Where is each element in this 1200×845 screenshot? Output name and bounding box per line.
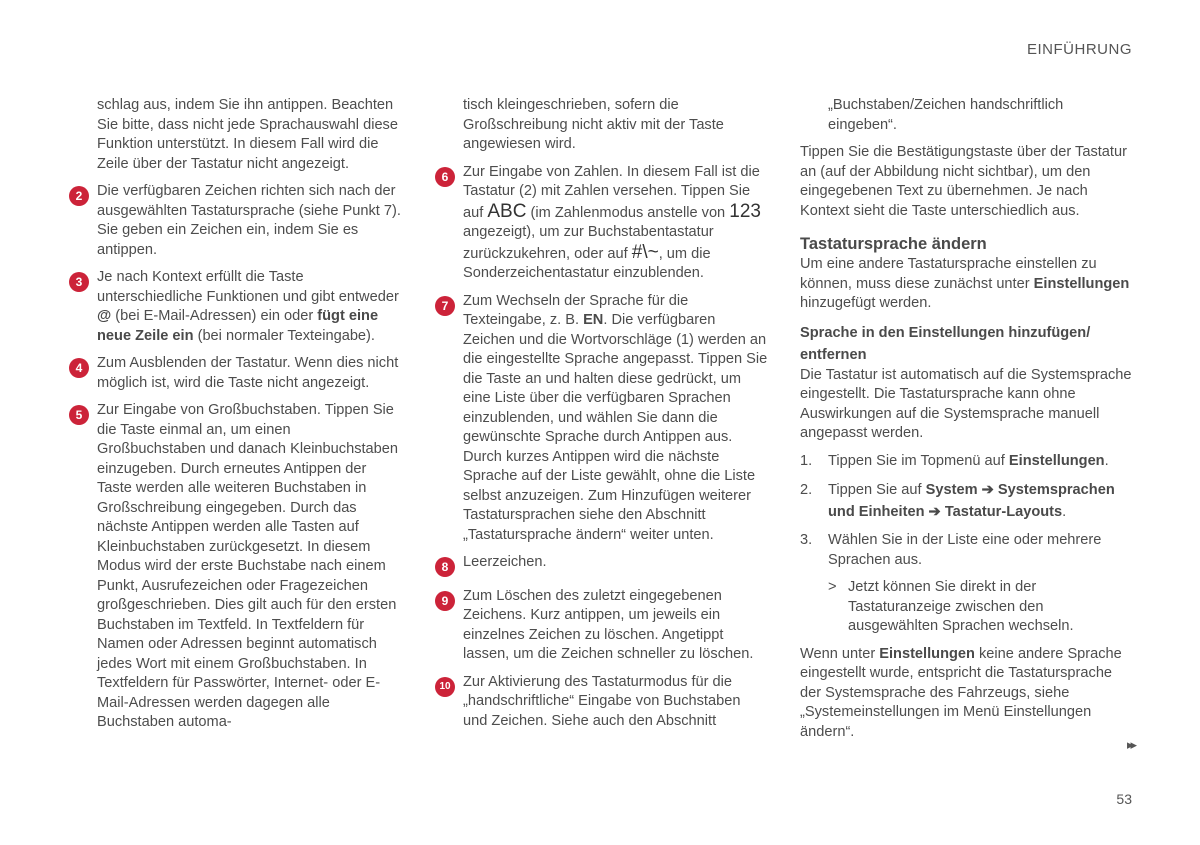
- item-3-bold: fügt eine neue Zeile ein: [97, 308, 379, 344]
- step-2: [800, 479, 1133, 523]
- number-badge-9: 9: [435, 591, 455, 611]
- number-badge-5: 5: [69, 405, 89, 425]
- step-result: [800, 578, 1133, 637]
- number-badge-4: 4: [69, 358, 89, 378]
- step-3-number: 3.: [800, 532, 813, 548]
- list-item-9: [441, 587, 768, 665]
- step-1-settings: Einstellungen: [1008, 452, 1105, 469]
- menu-systemsprachen: Systemsprachen und Einheiten: [828, 482, 1115, 520]
- step-2-post: .: [1062, 504, 1067, 520]
- item-8-text: Leerzeichen.: [463, 554, 547, 570]
- number-key-label: 123: [729, 200, 761, 222]
- list-item-4: [75, 354, 402, 393]
- list-item-6: [441, 163, 768, 284]
- item-2-text: Die verfügbaren Zeichen richten sich nach der ausgewählten Tastatursprache (siehe Punkt 7). Sie geben ein Zeichen ein, indem Sie es antippen.: [97, 183, 401, 258]
- item-3-pre: Je nach Kontext erfüllt die Taste unterschiedliche Funktionen und gibt entweder: [97, 269, 399, 305]
- arrow-icon: ➔: [981, 482, 994, 498]
- at-symbol: @: [97, 308, 112, 324]
- list-item-10: [439, 673, 768, 732]
- result-marker: >: [828, 579, 837, 595]
- list-item-5: [75, 401, 402, 733]
- para-2-post: hinzugefügt werden.: [800, 295, 932, 311]
- item-3-post: (bei normaler Texteingabe).: [197, 327, 375, 344]
- col3-continuation: „Buchstaben/Zeichen handschriftlich eingeben“.: [828, 97, 1064, 133]
- step-1-pre: Tippen Sie im Topmenü auf: [828, 452, 1005, 469]
- step-2-number: 2.: [800, 482, 813, 498]
- menu-tastatur-layouts: Tastatur-Layouts: [944, 504, 1063, 520]
- subheading-sprache-hinzufuegen: Sprache in den Einstellungen hinzufügen/ entfernen: [800, 324, 1091, 363]
- item-10-text: Zur Aktivierung des Tastaturmodus für die „handschriftliche“ Eingabe von Buchstaben und Zeichen. Siehe auch den Abschnitt: [463, 673, 741, 729]
- col3-para-4: [800, 645, 1133, 743]
- heading-tastatursprache: Tastatursprache ändern: [800, 235, 987, 253]
- step-1: [800, 452, 1133, 472]
- number-badge-7: 7: [435, 296, 455, 316]
- result-text: Jetzt können Sie direkt in der Tastaturanzeige zwischen den ausgewählten Sprachen wechseln.: [848, 579, 1074, 634]
- column-2: [439, 96, 768, 739]
- next-page-icon: ▸▸: [1126, 737, 1134, 752]
- section-header: EINFÜHRUNG: [1027, 41, 1132, 58]
- number-badge-2: 2: [69, 186, 89, 206]
- col3-para-2: [800, 255, 1133, 314]
- item-7-post: . Die verfügbaren Zeichen und die Wortvorschläge (1) werden an die eingestellte Sprache angepasst. Tippen Sie die Taste an und halten diese gedrückt, um eine Liste über die verfügbaren Sprachen einzublenden, und wählen Sie dann die gewünschte Sprache durch Antippen aus. Durch kurzes Antippen wird die nächste Sprache auf der Liste gewählt, ohne die Liste selbst anzuzeigen. Zum Hinzufügen weiterer Tastatursprachen siehe den Abschnitt „Tastatursprache ändern“ weiter unten.: [463, 312, 768, 543]
- number-badge-3: 3: [69, 272, 89, 292]
- column-1: [75, 96, 402, 741]
- item-6-p3: angezeigt), um zur Buchstabentastatur zurückzukehren, oder auf: [463, 224, 714, 262]
- item-6-p2: (im Zahlenmodus anstelle von: [530, 204, 726, 221]
- step-2-pre: Tippen Sie auf: [828, 482, 922, 498]
- settings-term: Einstellungen: [1033, 275, 1130, 292]
- col3-para-1: Tippen Sie die Bestätigungstaste über der Tastatur an (auf der Abbildung nicht sichtbar), um den eingegebenen Text zu übernehmen. Je nach Kontext sieht die Taste unterschiedlich aus.: [800, 144, 1127, 219]
- number-badge-6: 6: [435, 167, 455, 187]
- column-3: [800, 96, 1133, 750]
- number-badge-10: 10: [435, 677, 455, 697]
- item-5-text: Zur Eingabe von Großbuchstaben. Tippen Sie die Taste einmal an, um einen Großbuchstaben und danach Kleinbuchstaben einzugeben. Durch erneutes Antippen der Taste werden alle weiteren Buchstaben in Großschreibung eingegeben. Durch das nächste Antippen werden alle Tasten auf Kleinbuchstaben zurückgesetzt. In diesem Modus wird der erste Buchstabe nach einem Punkt, Ausrufezeichen oder Fragezeichen großgeschrieben. Dies gilt auch für den ersten Buchstaben im Textfeld. In Textfeldern für Namen oder Adressen beginnt automatisch jedes Wort mit einem Großbuchstaben. In Textfeldern für Passwörter, Internet- oder E-Mail-Adressen werden dagegen alle Buchstaben automa-: [97, 402, 399, 730]
- col3-para-3: Die Tastatur ist automatisch auf die Systemsprache eingestellt. Die Tastatursprache kann ohne Auswirkungen auf die Systemsprache manuell angepasst werden.: [800, 366, 1132, 441]
- item-7-pre: Zum Wechseln der Sprache für die Texteingabe, z. B.: [463, 292, 689, 328]
- symbol-key-label: #\~: [631, 241, 659, 263]
- step-3: [800, 531, 1133, 570]
- para-2-pre: Um eine andere Tastatursprache einstellen zu können, muss diese zunächst unter: [800, 256, 1097, 292]
- item-6-p4: , um die Sonderzeichentastatur einzublenden.: [463, 245, 711, 281]
- page-number: 53: [1116, 791, 1132, 807]
- number-badge-8: 8: [435, 557, 455, 577]
- para-4-pre: Wenn unter: [800, 645, 876, 662]
- list-item-2: [75, 182, 402, 260]
- settings-term-2: Einstellungen: [879, 645, 975, 662]
- menu-system: System: [925, 482, 978, 498]
- item-9-text: Zum Löschen des zuletzt eingegebenen Zeichens. Kurz antippen, um jeweils ein einzelnes Zeichen zu löschen. Angetippt lassen, um die Zeichen schneller zu löschen.: [463, 587, 754, 662]
- item-4-text: Zum Ausblenden der Tastatur. Wenn dies nicht möglich ist, wird die Taste nicht angezeigt.: [97, 355, 399, 391]
- step-1-post: .: [1104, 452, 1109, 469]
- list-item-7: [441, 292, 768, 546]
- col1-intro: schlag aus, indem Sie ihn antippen. Beachten Sie bitte, dass nicht jede Sprachauswahl diese Funktion unterstützt. In diesem Fall wird die Zeile über der Tastatur nicht angezeigt.: [97, 97, 398, 172]
- language-code: EN: [583, 312, 604, 328]
- item-6-p1: Zur Eingabe von Zahlen. In diesem Fall ist die Tastatur (2) mit Zahlen versehen. Tippen Sie auf: [463, 163, 760, 221]
- list-item-8: [441, 553, 768, 574]
- para-4-post: keine andere Sprache eingestellt wurde, entspricht die Tastatursprache der Systemsprache des Fahrzeugs, siehe „Systemeinstellungen im Menü Einstellungen ändern“.: [800, 645, 1122, 740]
- list-item-3: [75, 268, 402, 346]
- item-3-mid: (bei E-Mail-Adressen) ein oder: [115, 308, 314, 324]
- step-3-text: Wählen Sie in der Liste eine oder mehrere Sprachen aus.: [828, 532, 1102, 568]
- step-1-number: 1.: [800, 452, 813, 469]
- arrow-icon: ➔: [928, 504, 941, 520]
- abc-key-label: ABC: [487, 200, 527, 222]
- col2-intro: tisch kleingeschrieben, sofern die Großschreibung nicht aktiv mit der Taste angewiesen wird.: [463, 97, 724, 152]
